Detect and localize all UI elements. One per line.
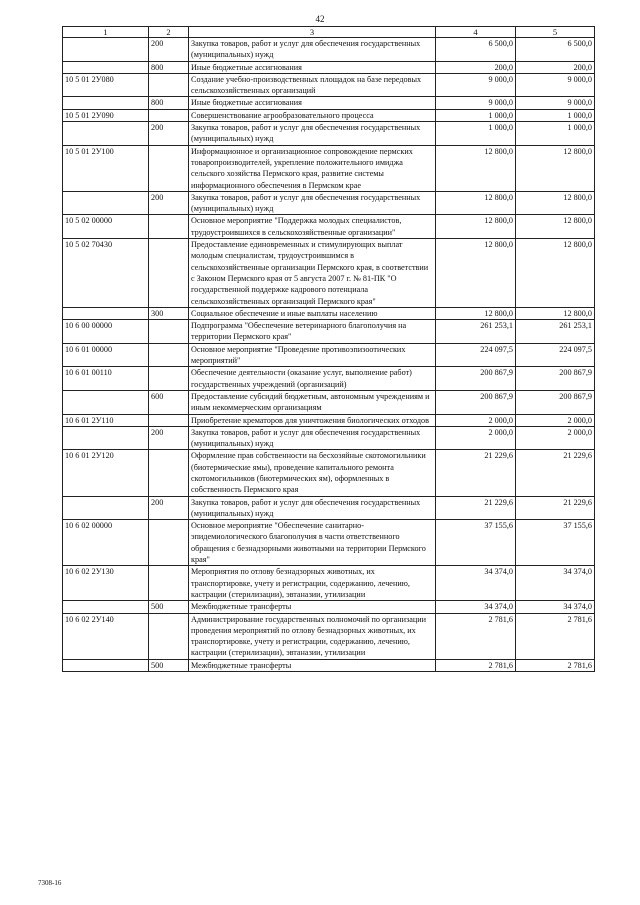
row-code-cell [63, 307, 149, 319]
row-value-2024-cell: 9 000,0 [516, 73, 595, 97]
table-row [63, 97, 595, 109]
row-value-2024-cell: 1 000,0 [516, 122, 595, 146]
row-value-2024-cell: 2 781,6 [516, 613, 595, 659]
row-value-2024-cell: 34 374,0 [516, 601, 595, 613]
row-code-cell: 10 6 01 2У110 [63, 414, 149, 426]
column-header: 1 [63, 27, 149, 38]
row-value-2024-cell: 224 097,5 [516, 343, 595, 367]
table-row [63, 61, 595, 73]
row-value-2023-cell: 261 253,1 [436, 320, 516, 344]
row-code-cell [63, 426, 149, 450]
row-value-2024-cell: 21 229,6 [516, 496, 595, 520]
row-value-2023-cell: 12 800,0 [436, 191, 516, 215]
row-name-cell: Межбюджетные трансферты [189, 659, 436, 671]
column-header: 5 [516, 27, 595, 38]
row-name-cell: Закупка товаров, работ и услуг для обеспечения государственных (муниципальных) нужд [189, 38, 436, 62]
row-value-2024-cell: 200 867,9 [516, 367, 595, 391]
row-type-cell [149, 520, 189, 566]
row-value-2023-cell: 1 000,0 [436, 122, 516, 146]
column-header: 2 [149, 27, 189, 38]
row-code-cell: 10 6 01 00000 [63, 343, 149, 367]
row-name-cell: Мероприятия по отлову безнадзорных животных, их транспортировке, учету и регистрации, содержанию, лечению, кастрации (стерилизации), эвтаназии, утилизации [189, 566, 436, 601]
row-value-2023-cell: 12 800,0 [436, 145, 516, 191]
row-type-cell [149, 450, 189, 496]
row-value-2024-cell: 9 000,0 [516, 97, 595, 109]
row-value-2023-cell: 12 800,0 [436, 215, 516, 239]
row-name-cell: Основное мероприятие "Поддержка молодых специалистов, трудоустроившихся в сельскохозяйственные организации" [189, 215, 436, 239]
row-type-cell [149, 109, 189, 121]
row-value-2023-cell: 34 374,0 [436, 601, 516, 613]
row-type-cell: 200 [149, 122, 189, 146]
row-name-cell: Оформление прав собственности на бесхозяйные скотомогильники (биотермические ямы), проведение капитального ремонта скотомогильников (биотермических ям), оформленных в собственность Пермского края [189, 450, 436, 496]
table-row [63, 601, 595, 613]
row-name-cell: Предоставление единовременных и стимулирующих выплат молодым специалистам, трудоустроившимся в сельскохозяйственные организации Пермского края, в соответствии с Законом Пермского края от 5 августа 2007 г. № 81-ПК "О государственной поддержке кадрового потенциала сельскохозяйственных организаций Пермского края" [189, 239, 436, 308]
table-row [63, 145, 595, 191]
row-value-2023-cell: 200 867,9 [436, 390, 516, 414]
table-row [63, 390, 595, 414]
row-value-2024-cell: 12 800,0 [516, 191, 595, 215]
row-name-cell: Приобретение крематоров для уничтожения биологических отходов [189, 414, 436, 426]
row-type-cell [149, 343, 189, 367]
row-code-cell: 10 6 01 2У120 [63, 450, 149, 496]
row-value-2023-cell: 12 800,0 [436, 239, 516, 308]
row-code-cell: 10 5 02 00000 [63, 215, 149, 239]
row-value-2024-cell: 2 781,6 [516, 659, 595, 671]
row-value-2023-cell: 200 867,9 [436, 367, 516, 391]
row-type-cell: 200 [149, 38, 189, 62]
row-code-cell [63, 390, 149, 414]
row-type-cell [149, 566, 189, 601]
row-name-cell: Предоставление субсидий бюджетным, автономным учреждениям и иным некоммерческим организациям [189, 390, 436, 414]
row-name-cell: Социальное обеспечение и иные выплаты населению [189, 307, 436, 319]
row-value-2023-cell: 200,0 [436, 61, 516, 73]
row-value-2023-cell: 9 000,0 [436, 73, 516, 97]
row-value-2023-cell: 2 000,0 [436, 414, 516, 426]
row-name-cell: Подпрограмма "Обеспечение ветеринарного благополучия на территории Пермского края" [189, 320, 436, 344]
table-row [63, 38, 595, 62]
page-number: 42 [315, 14, 325, 24]
row-name-cell: Иные бюджетные ассигнования [189, 61, 436, 73]
table-row [63, 320, 595, 344]
row-value-2023-cell: 21 229,6 [436, 496, 516, 520]
row-value-2023-cell: 224 097,5 [436, 343, 516, 367]
row-type-cell [149, 145, 189, 191]
row-code-cell [63, 659, 149, 671]
row-type-cell [149, 73, 189, 97]
row-value-2024-cell: 261 253,1 [516, 320, 595, 344]
row-value-2023-cell: 2 781,6 [436, 613, 516, 659]
row-code-cell: 10 5 01 2У100 [63, 145, 149, 191]
row-value-2024-cell: 12 800,0 [516, 239, 595, 308]
row-name-cell: Основное мероприятие "Обеспечение санитарно-эпидемиологического благополучия в части ответственного обращения с безнадзорными животными на территории Пермского края" [189, 520, 436, 566]
row-name-cell: Закупка товаров, работ и услуг для обеспечения государственных (муниципальных) нужд [189, 496, 436, 520]
row-name-cell: Закупка товаров, работ и услуг для обеспечения государственных (муниципальных) нужд [189, 426, 436, 450]
row-type-cell: 800 [149, 97, 189, 109]
row-value-2023-cell: 1 000,0 [436, 109, 516, 121]
row-code-cell: 10 5 01 2У080 [63, 73, 149, 97]
row-value-2024-cell: 1 000,0 [516, 109, 595, 121]
row-name-cell: Закупка товаров, работ и услуг для обеспечения государственных (муниципальных) нужд [189, 122, 436, 146]
table-row [63, 520, 595, 566]
row-name-cell: Информационное и организационное сопровождение пермских товаропроизводителей, укрепление положительного имиджа сельского хозяйства Пермского края, развитие системы информационного обеспечения в Пермском крае [189, 145, 436, 191]
row-value-2023-cell: 2 781,6 [436, 659, 516, 671]
row-code-cell [63, 122, 149, 146]
row-code-cell: 10 5 02 70430 [63, 239, 149, 308]
row-value-2023-cell: 21 229,6 [436, 450, 516, 496]
row-type-cell: 200 [149, 426, 189, 450]
row-value-2023-cell: 9 000,0 [436, 97, 516, 109]
row-value-2024-cell: 34 374,0 [516, 566, 595, 601]
row-value-2024-cell: 37 155,6 [516, 520, 595, 566]
row-type-cell: 300 [149, 307, 189, 319]
table-row [63, 367, 595, 391]
row-type-cell [149, 367, 189, 391]
table-row [63, 122, 595, 146]
row-value-2023-cell: 12 800,0 [436, 307, 516, 319]
row-value-2024-cell: 2 000,0 [516, 414, 595, 426]
row-name-cell: Создание учебно-производственных площадок на базе передовых сельскохозяйственных организаций [189, 73, 436, 97]
table-row [63, 307, 595, 319]
row-value-2024-cell: 21 229,6 [516, 450, 595, 496]
row-code-cell [63, 601, 149, 613]
row-type-cell: 500 [149, 659, 189, 671]
footer-code: 7308-16 [38, 879, 62, 887]
table-row [63, 191, 595, 215]
row-value-2023-cell: 6 500,0 [436, 38, 516, 62]
row-value-2024-cell: 12 800,0 [516, 145, 595, 191]
row-code-cell: 10 6 01 00110 [63, 367, 149, 391]
row-type-cell: 800 [149, 61, 189, 73]
budget-table [62, 26, 595, 672]
row-code-cell: 10 6 02 00000 [63, 520, 149, 566]
row-name-cell: Администрирование государственных полномочий по организации проведения мероприятий по отлову безнадзорных животных, их транспортировке, учету и регистрации, содержанию, лечению, кастрации (стерилизации), эвтаназии, утилизации [189, 613, 436, 659]
row-type-cell [149, 320, 189, 344]
row-value-2024-cell: 2 000,0 [516, 426, 595, 450]
row-type-cell [149, 215, 189, 239]
table-row [63, 343, 595, 367]
row-code-cell [63, 61, 149, 73]
table-row [63, 566, 595, 601]
row-code-cell [63, 496, 149, 520]
column-header: 3 [189, 27, 436, 38]
row-value-2024-cell: 12 800,0 [516, 215, 595, 239]
table-row [63, 426, 595, 450]
row-name-cell: Обеспечение деятельности (оказание услуг, выполнение работ) государственных учреждений (организаций) [189, 367, 436, 391]
row-code-cell: 10 6 02 2У130 [63, 566, 149, 601]
row-type-cell [149, 239, 189, 308]
row-code-cell [63, 38, 149, 62]
table-header-row [63, 27, 595, 38]
column-header: 4 [436, 27, 516, 38]
row-code-cell [63, 97, 149, 109]
table-row [63, 496, 595, 520]
row-type-cell: 600 [149, 390, 189, 414]
row-name-cell: Межбюджетные трансферты [189, 601, 436, 613]
row-name-cell: Совершенствование агрообразовательного процесса [189, 109, 436, 121]
row-type-cell: 500 [149, 601, 189, 613]
row-value-2023-cell: 34 374,0 [436, 566, 516, 601]
row-value-2024-cell: 200,0 [516, 61, 595, 73]
row-value-2024-cell: 12 800,0 [516, 307, 595, 319]
table-row [63, 215, 595, 239]
table-row [63, 73, 595, 97]
row-value-2024-cell: 6 500,0 [516, 38, 595, 62]
table-row [63, 109, 595, 121]
row-name-cell: Иные бюджетные ассигнования [189, 97, 436, 109]
row-code-cell: 10 6 00 00000 [63, 320, 149, 344]
row-code-cell [63, 191, 149, 215]
table-row [63, 239, 595, 308]
table-row [63, 659, 595, 671]
row-name-cell: Закупка товаров, работ и услуг для обеспечения государственных (муниципальных) нужд [189, 191, 436, 215]
row-type-cell: 200 [149, 191, 189, 215]
table-row [63, 613, 595, 659]
table-row [63, 450, 595, 496]
row-value-2023-cell: 2 000,0 [436, 426, 516, 450]
row-type-cell [149, 414, 189, 426]
table-row [63, 414, 595, 426]
row-type-cell: 200 [149, 496, 189, 520]
row-value-2024-cell: 200 867,9 [516, 390, 595, 414]
row-code-cell: 10 6 02 2У140 [63, 613, 149, 659]
row-type-cell [149, 613, 189, 659]
row-value-2023-cell: 37 155,6 [436, 520, 516, 566]
row-name-cell: Основное мероприятие "Проведение противоэпизоотических мероприятий" [189, 343, 436, 367]
row-code-cell: 10 5 01 2У090 [63, 109, 149, 121]
